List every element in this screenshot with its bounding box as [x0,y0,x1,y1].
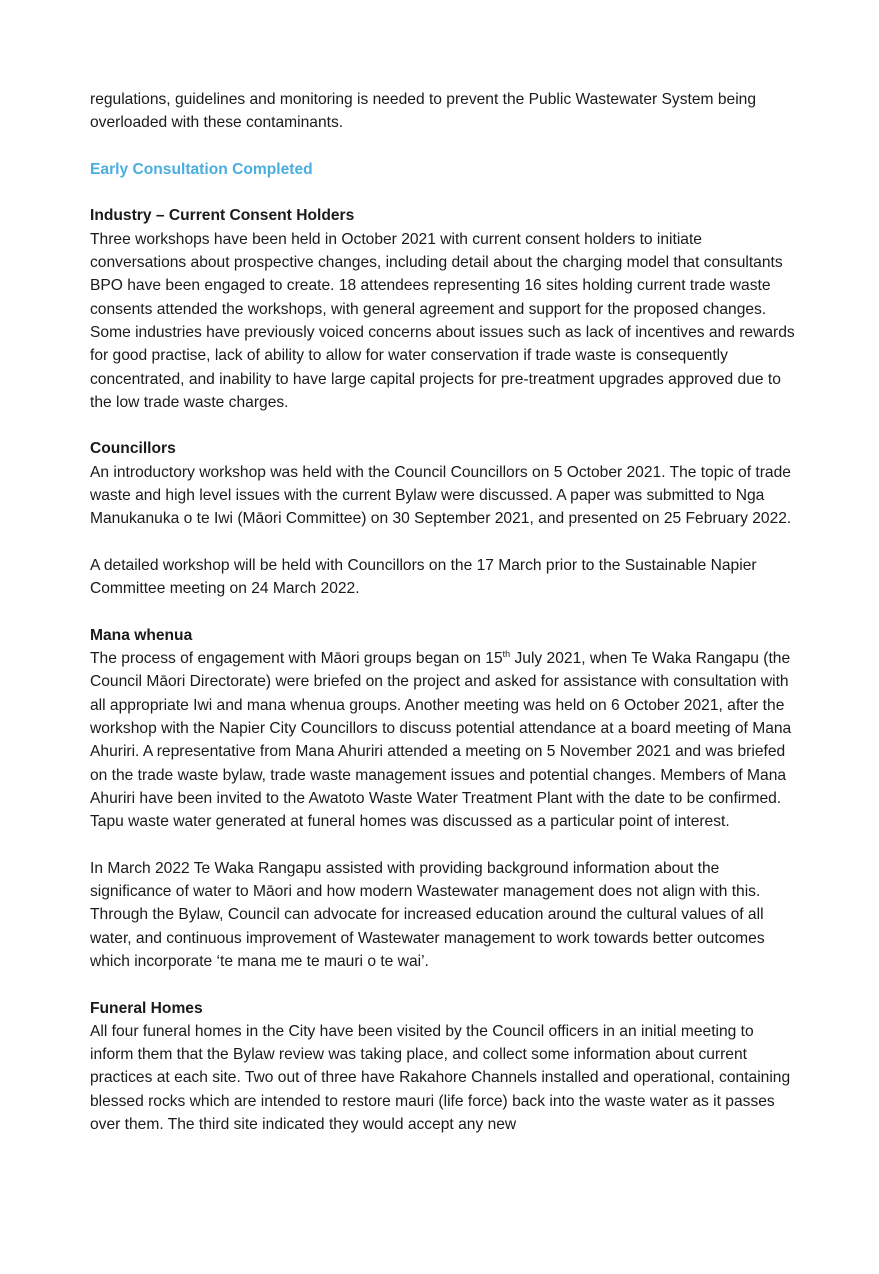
spacer [90,414,795,437]
funeral-homes-heading: Funeral Homes [90,999,203,1017]
spacer [90,973,795,996]
mana-whenua-heading: Mana whenua [90,626,193,644]
spacer [90,135,795,158]
councillors-paragraph-2: A detailed workshop will be held with Councillors on the 17 March prior to the Sustainable Napier Committee meeting on 24 March 2022. [90,556,757,598]
councillors-heading: Councillors [90,440,176,458]
councillors-paragraph-1: An introductory workshop was held with the Council Councillors on 5 October 2021. The topic of trade waste and high level issues with the current Bylaw were discussed. A paper was submitted to Nga Manukanuka o te Iwi (Māori Committee) on 30 September 2021, and presented on 25 February 2022. [90,463,792,528]
spacer [90,601,795,624]
mana-whenua-paragraph-1 [90,647,795,833]
document-body [90,88,795,1136]
funeral-homes-paragraph: All four funeral homes in the City have been visited by the Council officers in an initial meeting to inform them that the Bylaw review was taking place, and collect some information about current practices at each site. Two out of three have Rakahore Channels installed and operational, containing blessed rocks which are intended to restore mauri (life force) back into the waste water as it passes over them. The third site indicated they would accept any new [90,1022,791,1134]
industry-paragraph: Three workshops have been held in October 2021 with current consent holders to initiate conversations about prospective changes, including detail about the charging model that consultants BPO have been engaged to create. 18 attendees representing 16 sites holding current trade waste consents attended the workshops, with general agreement and support for the proposed changes. Some industries have previously voiced concerns about issues such as lack of incentives and rewards for good practise, lack of ability to allow for water conservation if trade waste is consequently concentrated, and inability to have large capital projects for pre-treatment upgrades approved due to the low trade waste charges. [90,230,795,411]
intro-paragraph: regulations, guidelines and monitoring is needed to prevent the Public Wastewater System being overloaded with these contaminants. [90,91,757,132]
mana-whenua-text-start: The process of engagement with Māori groups began on 15 [90,650,503,668]
section-title: Early Consultation Completed [90,160,313,178]
spacer [90,834,795,857]
mana-whenua-text-rest: July 2021, when Te Waka Rangapu (the Council Māori Directorate) were briefed on the project and asked for assistance with consultation with all appropriate Iwi and mana whenua groups. Another meeting was held on 6 October 2021, after the workshop with the Napier City Councillors to discuss potential attendance at a board meeting of Mana Ahuriri. A representative from Mana Ahuriri attended a meeting on 5 November 2021 and was briefed on the trade waste bylaw, trade waste management issues and potential changes. Members of Mana Ahuriri have been invited to the Awatoto Waste Water Treatment Plant with the date to be confirmed. Tapu waste water generated at funeral homes was discussed as a particular point of interest. [90,650,792,831]
industry-heading: Industry – Current Consent Holders [90,207,355,225]
spacer [90,181,795,204]
ordinal-suffix: th [502,649,511,660]
mana-whenua-paragraph-2: In March 2022 Te Waka Rangapu assisted with providing background information about the significance of water to Māori and how modern Wastewater management does not align with this. Through the Bylaw, Council can advocate for increased education around the cultural values of all water, and continuous improvement of Wastewater management to work towards better outcomes which incorporate ‘te mana me te mauri o te wai’. [90,859,765,970]
spacer [90,531,795,554]
